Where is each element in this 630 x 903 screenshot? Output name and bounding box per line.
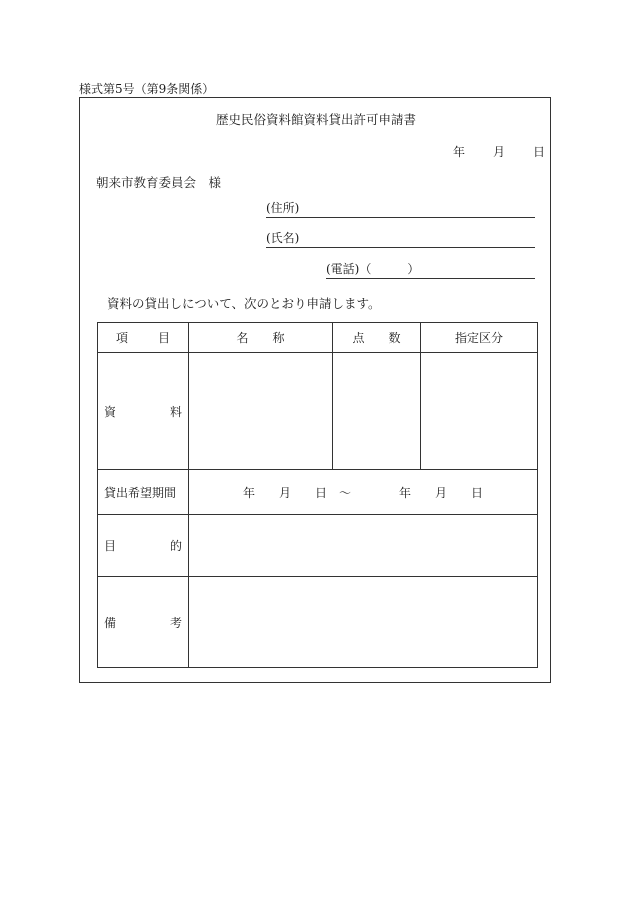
name-field[interactable] <box>266 228 535 248</box>
date-year: 年 <box>453 145 466 159</box>
purpose-label: 目 的 <box>98 515 189 577</box>
purpose-cell[interactable] <box>189 515 538 577</box>
materials-category-cell[interactable] <box>421 353 538 470</box>
period-value-cell[interactable]: 年 月 日 〜 年 月 日 <box>189 470 538 515</box>
header-name: 名 称 <box>189 323 333 353</box>
date-line <box>453 143 545 160</box>
addressee: 朝来市教育委員会 様 <box>96 175 222 190</box>
remarks-row <box>98 577 538 668</box>
phone-field[interactable] <box>326 259 535 279</box>
materials-label: 資 料 <box>98 353 189 470</box>
period-label: 貸出希望期間 <box>98 470 189 515</box>
materials-count-cell[interactable] <box>333 353 421 470</box>
intro-text: 資料の貸出しについて、次のとおり申請します。 <box>107 296 381 311</box>
address-label: (住所) <box>266 201 300 215</box>
header-count: 点 数 <box>333 323 421 353</box>
purpose-row <box>98 515 538 577</box>
address-field[interactable] <box>266 198 535 218</box>
remarks-label: 備 考 <box>98 577 189 668</box>
form-number-note: 様式第5号（第9条関係） <box>79 82 215 96</box>
remarks-cell[interactable] <box>189 577 538 668</box>
period-row <box>98 470 538 515</box>
table-header-row <box>98 323 538 353</box>
materials-row <box>98 353 538 470</box>
phone-label: (電話)（ ） <box>326 262 420 276</box>
date-day: 日 <box>533 145 546 159</box>
date-month: 月 <box>493 145 506 159</box>
header-item: 項 目 <box>98 323 189 353</box>
materials-name-cell[interactable] <box>189 353 333 470</box>
name-label: (氏名) <box>266 231 300 245</box>
request-table <box>97 322 538 668</box>
form-title: 歴史民俗資料館資料貸出許可申請書 <box>215 112 416 127</box>
header-category: 指定区分 <box>421 323 538 353</box>
application-form <box>79 97 551 683</box>
